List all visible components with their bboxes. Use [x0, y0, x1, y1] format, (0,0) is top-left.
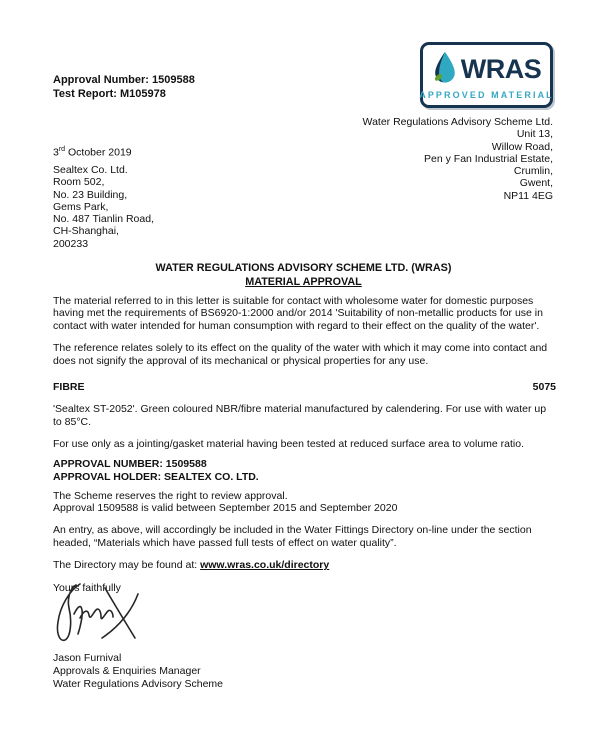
signoff-organisation: Water Regulations Advisory Scheme	[53, 678, 224, 691]
material-row	[53, 381, 556, 393]
directory-line	[53, 559, 556, 571]
date-rest: October 2019	[65, 146, 132, 159]
recipient-address-line: CH-Shanghai,	[53, 225, 119, 238]
recipient-address-line: No. 23 Building,	[53, 188, 128, 201]
recipient-address-line: Gems Park,	[53, 200, 109, 213]
recipient-address-line: Room 502,	[53, 176, 105, 189]
directory-prefix: The Directory may be found at:	[53, 559, 201, 572]
sender-address-line: NP11 4EG	[503, 189, 553, 202]
closing-line: Yours faithfully	[53, 581, 121, 594]
sender-address-line: Unit 13,	[516, 128, 553, 141]
signoff-name: Jason Furnival	[53, 652, 122, 664]
approval-number-bold-line: APPROVAL NUMBER: 1509588	[53, 457, 207, 470]
signoff-title: Approvals & Enquiries Manager	[53, 665, 201, 678]
date-day: 3	[53, 146, 59, 159]
approval-number-line: Approval Number: 1509588	[53, 74, 195, 86]
sender-address-line: Water Regulations Advisory Scheme Ltd.	[362, 116, 553, 128]
approval-header	[53, 74, 195, 101]
heading-line-2: MATERIAL APPROVAL	[245, 276, 362, 288]
letter-body	[53, 295, 556, 594]
recipient-address-line: Sealtex Co. Ltd.	[53, 164, 128, 176]
recipient-address-line: 200233	[53, 237, 89, 250]
wras-logo-wordmark: WRAS	[460, 53, 542, 84]
wras-logo	[420, 42, 553, 108]
sender-address-block	[363, 116, 553, 202]
water-drop-icon	[432, 50, 458, 87]
material-name: FIBRE	[53, 381, 85, 394]
sender-address-line: Gwent,	[519, 177, 553, 190]
sender-address-line: Willow Road,	[491, 140, 553, 153]
signature-image	[50, 576, 150, 651]
body-paragraph-product: 'Sealtex ST-2052'. Green coloured NBR/fibre material manufactured by calendering. For use with water up to 85°C.	[53, 403, 547, 428]
approval-holder-bold-line: APPROVAL HOLDER: SEALTEX CO. LTD.	[53, 470, 259, 483]
test-report-line: Test Report: M105978	[53, 87, 166, 100]
sender-address-line: Pen y Fan Industrial Estate,	[424, 152, 553, 165]
directory-link[interactable]: www.wras.co.uk/directory	[200, 559, 330, 572]
approval-details	[53, 458, 556, 484]
letter-date	[53, 144, 132, 159]
date-ordinal: rd	[58, 146, 66, 153]
validity-line: Approval 1509588 is valid between September 2015 and September 2020	[53, 502, 398, 515]
review-line: The Scheme reserves the right to review approval.	[53, 489, 288, 502]
recipient-address-block	[53, 164, 154, 250]
recipient-address-line: No. 487 Tianlin Road,	[53, 213, 154, 226]
wras-logo-tagline: APPROVED MATERIAL	[419, 89, 554, 100]
body-paragraph-suitability: The material referred to in this letter is suitable for contact with wholesome water for domestic purposes having met the requirements of BS6920-1:2000 and/or 2014 'Suitability of non-metallic products for use in contact with water intended for human consumption with regard to their effect on the quality of the water'.	[53, 295, 543, 332]
body-paragraph-directory-entry: An entry, as above, will accordingly be included in the Water Fittings Directory on-line under the section headed, “Materials which have passed full tests of effect on water quality”.	[53, 524, 532, 549]
body-paragraph-use-restriction: For use only as a jointing/gasket material having been tested at reduced surface area to volume ratio.	[53, 438, 525, 451]
material-code: 5075	[532, 381, 556, 394]
body-paragraph-reference: The reference relates solely to its effect on the quality of the water with which it may come into contact and does not signify the approval of its mechanical or physical properties for any use.	[53, 342, 548, 367]
document-heading	[53, 261, 554, 289]
signoff-block	[53, 652, 223, 692]
sender-address-line: Crumlin,	[513, 165, 553, 178]
heading-line-1: WATER REGULATIONS ADVISORY SCHEME LTD. (WRAS)	[155, 262, 452, 274]
review-validity	[53, 490, 556, 515]
